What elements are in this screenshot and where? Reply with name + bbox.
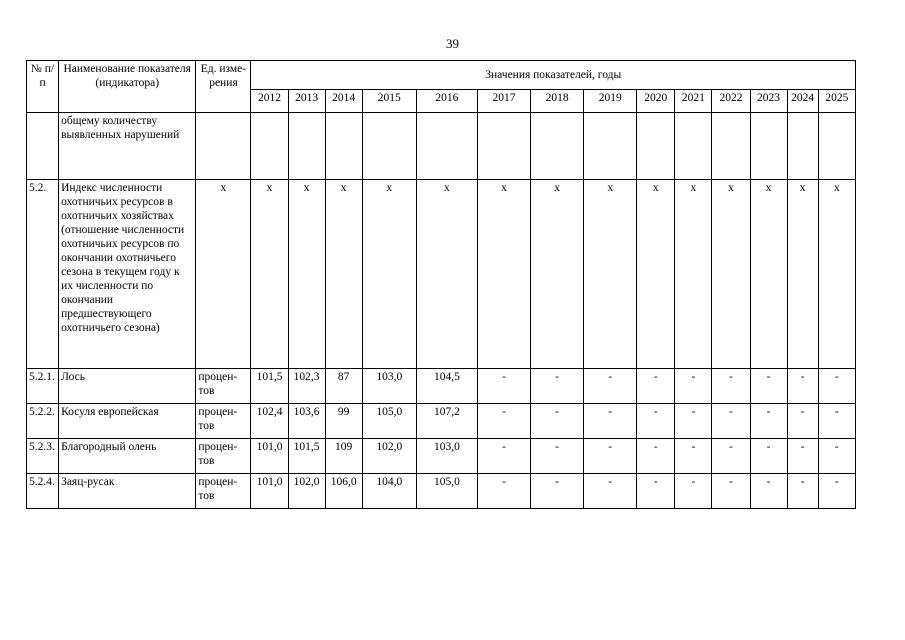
value-cell: - bbox=[750, 369, 787, 404]
year-header-2024: 2024 bbox=[787, 90, 818, 113]
value-cell: x bbox=[787, 180, 818, 369]
indicator-name: Заяц-русак bbox=[59, 474, 196, 509]
value-cell bbox=[637, 113, 675, 180]
value-cell: x bbox=[818, 180, 855, 369]
year-header-2021: 2021 bbox=[675, 90, 712, 113]
value-cell: - bbox=[787, 369, 818, 404]
value-cell: - bbox=[818, 439, 855, 474]
header-name: Наименование показателя (индикатора) bbox=[59, 61, 196, 113]
value-cell: - bbox=[818, 369, 855, 404]
value-cell: - bbox=[637, 474, 675, 509]
table-row bbox=[27, 474, 856, 509]
value-cell: x bbox=[325, 180, 362, 369]
value-cell: 105,0 bbox=[362, 404, 416, 439]
value-cell: - bbox=[531, 439, 584, 474]
year-header-2012: 2012 bbox=[251, 90, 288, 113]
value-cell: - bbox=[712, 439, 750, 474]
value-cell: x bbox=[675, 180, 712, 369]
value-cell: - bbox=[750, 439, 787, 474]
value-cell: - bbox=[477, 474, 530, 509]
value-cell: 101,5 bbox=[288, 439, 325, 474]
value-cell: - bbox=[675, 474, 712, 509]
value-cell: x bbox=[251, 180, 288, 369]
value-cell bbox=[584, 113, 637, 180]
value-cell: 102,0 bbox=[288, 474, 325, 509]
value-cell bbox=[750, 113, 787, 180]
value-cell: x bbox=[584, 180, 637, 369]
value-cell: x bbox=[362, 180, 416, 369]
value-cell: 101,0 bbox=[251, 439, 288, 474]
value-cell: 105,0 bbox=[416, 474, 477, 509]
value-cell: x bbox=[477, 180, 530, 369]
value-cell: - bbox=[818, 404, 855, 439]
year-header-2022: 2022 bbox=[712, 90, 750, 113]
value-cell: x bbox=[531, 180, 584, 369]
indicator-name: Косуля европейская bbox=[59, 404, 196, 439]
table-row bbox=[27, 404, 856, 439]
value-cell: 102,0 bbox=[362, 439, 416, 474]
value-cell bbox=[325, 113, 362, 180]
value-cell: 106,0 bbox=[325, 474, 362, 509]
value-cell: - bbox=[787, 474, 818, 509]
value-cell bbox=[416, 113, 477, 180]
value-cell bbox=[362, 113, 416, 180]
page-number: 39 bbox=[446, 36, 459, 51]
year-header-2014: 2014 bbox=[325, 90, 362, 113]
unit-cell: процен-тов bbox=[196, 439, 251, 474]
row-number: 5.2.1. bbox=[27, 369, 59, 404]
value-cell: 109 bbox=[325, 439, 362, 474]
value-cell bbox=[787, 113, 818, 180]
value-cell: - bbox=[675, 369, 712, 404]
indicators-table bbox=[26, 60, 856, 509]
value-cell: 104,5 bbox=[416, 369, 477, 404]
value-cell: - bbox=[584, 439, 637, 474]
value-cell: - bbox=[712, 404, 750, 439]
year-header-2019: 2019 bbox=[584, 90, 637, 113]
value-cell: x bbox=[750, 180, 787, 369]
unit-cell: x bbox=[196, 180, 251, 369]
header-num: № п/п bbox=[27, 61, 59, 113]
value-cell: - bbox=[531, 474, 584, 509]
value-cell: x bbox=[288, 180, 325, 369]
value-cell: 87 bbox=[325, 369, 362, 404]
indicator-name: Лось bbox=[59, 369, 196, 404]
indicator-name: Благородный олень bbox=[59, 439, 196, 474]
header-unit: Ед. изме-рения bbox=[196, 61, 251, 113]
table-row bbox=[27, 369, 856, 404]
value-cell: - bbox=[637, 404, 675, 439]
value-cell: x bbox=[712, 180, 750, 369]
value-cell: 104,0 bbox=[362, 474, 416, 509]
value-cell bbox=[712, 113, 750, 180]
table-row bbox=[27, 439, 856, 474]
value-cell: - bbox=[584, 369, 637, 404]
value-cell: 102,4 bbox=[251, 404, 288, 439]
row-number: 5.2.3. bbox=[27, 439, 59, 474]
value-cell: 101,5 bbox=[251, 369, 288, 404]
year-header-2018: 2018 bbox=[531, 90, 584, 113]
value-cell: - bbox=[787, 404, 818, 439]
value-cell: - bbox=[675, 404, 712, 439]
value-cell: 99 bbox=[325, 404, 362, 439]
value-cell: - bbox=[787, 439, 818, 474]
year-header-2015: 2015 bbox=[362, 90, 416, 113]
value-cell: 103,0 bbox=[416, 439, 477, 474]
value-cell: - bbox=[750, 474, 787, 509]
value-cell bbox=[288, 113, 325, 180]
value-cell bbox=[477, 113, 530, 180]
year-header-2020: 2020 bbox=[637, 90, 675, 113]
value-cell: - bbox=[477, 439, 530, 474]
value-cell: - bbox=[712, 369, 750, 404]
value-cell bbox=[531, 113, 584, 180]
indicator-name: общему количеству выявленных нарушений bbox=[59, 113, 196, 180]
value-cell: 107,2 bbox=[416, 404, 477, 439]
value-cell: 103,6 bbox=[288, 404, 325, 439]
value-cell: - bbox=[584, 404, 637, 439]
value-cell: x bbox=[637, 180, 675, 369]
value-cell: - bbox=[818, 474, 855, 509]
year-header-2016: 2016 bbox=[416, 90, 477, 113]
row-number: 5.2.4. bbox=[27, 474, 59, 509]
indicator-name: Индекс численности охотничьих ресурсов в охотничьих хозяйствах (отношение численности охотничьих ресурсов по окончании охотничьего сезона в текущем году к их численности по окончании предшествующего охотничьего сезона) bbox=[59, 180, 196, 369]
value-cell: - bbox=[477, 369, 530, 404]
unit-cell: процен-тов bbox=[196, 369, 251, 404]
value-cell: - bbox=[637, 369, 675, 404]
value-cell: - bbox=[750, 404, 787, 439]
row-number: 5.2.2. bbox=[27, 404, 59, 439]
value-cell: 101,0 bbox=[251, 474, 288, 509]
table-body bbox=[27, 113, 856, 509]
value-cell: - bbox=[637, 439, 675, 474]
value-cell: - bbox=[675, 439, 712, 474]
unit-cell: процен-тов bbox=[196, 404, 251, 439]
value-cell: 103,0 bbox=[362, 369, 416, 404]
value-cell: x bbox=[416, 180, 477, 369]
year-header-2017: 2017 bbox=[477, 90, 530, 113]
row-number bbox=[27, 113, 59, 180]
unit-cell bbox=[196, 113, 251, 180]
value-cell: - bbox=[584, 474, 637, 509]
row-number: 5.2. bbox=[27, 180, 59, 369]
value-cell: - bbox=[531, 369, 584, 404]
value-cell: - bbox=[531, 404, 584, 439]
value-cell: - bbox=[477, 404, 530, 439]
table-row bbox=[27, 180, 856, 369]
year-header-2023: 2023 bbox=[750, 90, 787, 113]
table-row bbox=[27, 113, 856, 180]
year-header-2025: 2025 bbox=[818, 90, 855, 113]
unit-cell: процен-тов bbox=[196, 474, 251, 509]
value-cell bbox=[675, 113, 712, 180]
value-cell bbox=[251, 113, 288, 180]
value-cell: 102,3 bbox=[288, 369, 325, 404]
header-values-title: Значения показателей, годы bbox=[251, 61, 856, 90]
value-cell bbox=[818, 113, 855, 180]
value-cell: - bbox=[712, 474, 750, 509]
year-header-2013: 2013 bbox=[288, 90, 325, 113]
